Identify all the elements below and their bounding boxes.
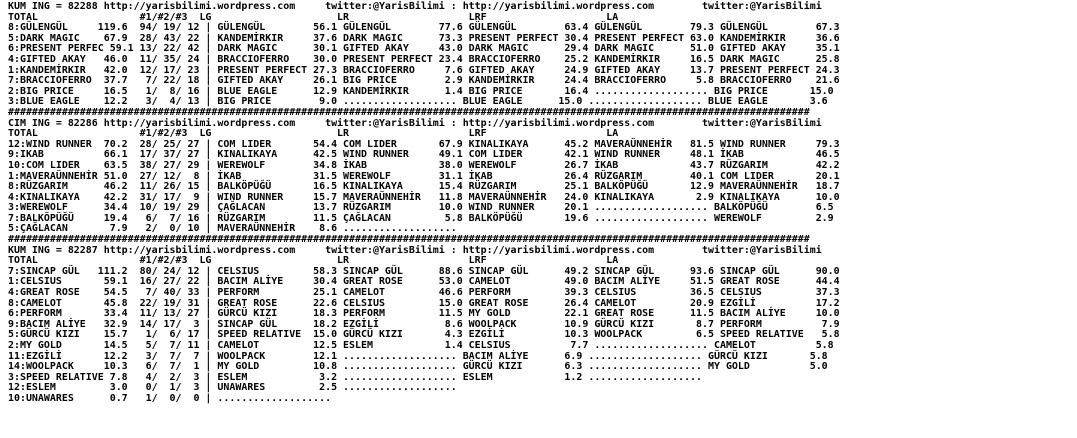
text-line: 8:GÜLENGÜL 119.6 94/ 19/ 12 | GÜLENGÜL 56.1 GÜLENGÜL 77.6 GÜLENGÜL 63.4 GÜLENGÜL 79.3 GÜLENGÜL 67.3: [8, 22, 840, 34]
text-line: 1:CELSIUS 59.1 16/ 27/ 22 | BACIM ALİYE 30.4 GREAT ROSE 53.0 CAMELOT 49.0 BACIM ALİYE 51.5 GREAT ROSE 44.4: [8, 276, 840, 288]
text-line: 4:GREAT ROSE 54.5 7/ 40/ 33 | PERFORM 25.1 CAMELOT 46.6 PERFORM 39.3 CELSIUS 36.5 CELSIUS 37.3: [8, 287, 840, 299]
text-line: 1:MAVERAÜNNEHİR 51.0 27/ 12/ 8 | İKAB 31.5 WEREWOLF 31.1 İKAB 26.4 RÜZGARIM 40.1 COM LIDER 20.1: [8, 170, 840, 182]
text-line: 6:PRESENT PERFEC 59.1 13/ 22/ 42 | DARK MAGIC 30.1 GIFTED AKAY 43.0 DARK MAGIC 29.4 DARK MAGIC 51.0 GIFTED AKAY 35.1: [8, 43, 840, 55]
text-line: 4:KINALIKAYA 42.2 31/ 17/ 9 | WIND RUNNER 15.7 MAVERAÜNNEHİR 11.8 MAVERAÜNNEHİR 24.0 KINALIKAYA 2.9 KINALIKAYA 10.0: [8, 191, 840, 203]
text-line: 9:BACIM ALİYE 32.9 14/ 17/ 3 | SINCAP GÜL 18.2 EZGİLİ 8.6 WOOLPACK 10.9 GÜRCÜ KIZI 8.7 PERFORM 7.9: [8, 318, 840, 330]
text-line: 12:ESLEM 3.0 0/ 1/ 3 | UNAWARES 2.5 ...................: [8, 382, 457, 394]
text-line: 1:KANDEMİRKIR 42.0 12/ 17/ 23 | PRESENT PERFECT 27.3 BRACCIOFERRO 7.6 GIFTED AKAY 24.9 GIFTED AKAY 13.7 PRESENT PERFECT 24.3: [8, 64, 840, 76]
text-line: 5:ÇAĞLACAN 7.9 2/ 0/ 10 | MAVERAÜNNEHİR 8.6 ...................: [8, 223, 457, 235]
text-line: 3:SPEED RELATIVE 7.8 4/ 2/ 3 | ESLEM 3.2 ................... ESLEM 1.2 ...................: [8, 371, 703, 383]
text-line: 14:WOOLPACK 10.3 6/ 7/ 1 | MY GOLD 10.8 ................... GÜRCÜ KIZI 6.3 ................... MY GOLD 5.0: [8, 361, 828, 373]
text-line: 6:PERFORM 33.4 11/ 13/ 27 | GÜRCÜ KIZI 18.3 PERFORM 11.5 MY GOLD 22.1 GREAT ROSE 11.5 BACIM ALİYE 10.0: [8, 308, 840, 320]
text-line: TOTAL #1/#2/#3 LG LR LRF LA: [8, 255, 619, 267]
text-line: ######################################################################################################################################: [8, 106, 810, 118]
text-line: 2:MY GOLD 14.5 5/ 7/ 11 | CAMELOT 12.5 ESLEM 1.4 CELSIUS 7.7 ................... CAMELOT 5.8: [8, 340, 834, 351]
text-line: 3:BLUE EAGLE 12.2 3/ 4/ 13 | BIG PRICE 9.0 ................... BLUE EAGLE 15.0 ................... BLUE EAGLE 3.6: [8, 96, 828, 108]
text-line: KUM ING = 82287 http://yarisbilimi.wordpress.com twitter:@YarisBilimi : http://yarisbilimi.wordpress.com twitter:@YarisBilimi: [8, 244, 822, 256]
text-line: 10:UNAWARES 0.7 1/ 0/ 0 | ...................: [8, 392, 332, 404]
text-line: 7:SINCAP GÜL 111.2 80/ 24/ 12 | CELSIUS 58.3 SINCAP GÜL 88.6 SINCAP GÜL 49.2 SINCAP GÜL 93.6 SINCAP GÜL 90.0: [8, 265, 840, 277]
text-line: 8:RÜZGARIM 46.2 11/ 26/ 15 | BALKÖPÜĞÜ 16.5 KINALIKAYA 15.4 RÜZGARIM 25.1 BALKÖPÜĞÜ 12.9 MAVERAÜNNEHİR 18.7: [8, 181, 840, 193]
text-line: 10:COM LIDER 63.5 38/ 27/ 29 | WEREWOLF 34.8 İKAB 38.0 WEREWOLF 26.7 İKAB 43.7 RÜZGARIM 42.2: [8, 159, 840, 171]
text-line: 2:BIG PRICE 16.5 1/ 8/ 16 | BLUE EAGLE 12.9 KANDEMİRKIR 1.4 BIG PRICE 16.4 ................... BIG PRICE 15.0: [8, 85, 834, 97]
text-line: 9:IKAB 66.1 17/ 37/ 27 | KINALIKAYA 42.5 WIND RUNNER 49.1 COM LIDER 42.1 WIND RUNNER 48.1 İKAB 46.5: [8, 149, 840, 161]
text-line: KUM ING = 82288 http://yarisbilimi.wordpress.com twitter:@YarisBilimi : http://yarisbilimi.wordpress.com twitter:@YarisBilimi: [8, 1, 822, 12]
text-line: 7:BRACCIOFERRO 37.7 7/ 22/ 18 | GIFTED AKAY 26.1 BIG PRICE 2.9 KANDEMİRKIR 24.4 BRACCIOFERRO 5.8 BRACCIOFERRO 21.6: [8, 75, 840, 87]
text-line: 12:WIND RUNNER 70.2 28/ 25/ 27 | COM LIDER 54.4 COM LIDER 67.9 KINALIKAYA 45.2 MAVERAÜNNEHİR 81.5 WIND RUNNER 79.3: [8, 138, 840, 150]
text-line: 11:EZGİLİ 12.2 3/ 7/ 7 | WOOLPACK 12.1 ................... BACIM ALİYE 6.9 ................... GÜRCÜ KIZI 5.8: [8, 350, 828, 362]
text-line: CIM ING = 82286 http://yarisbilimi.wordpress.com twitter:@YarisBilimi : http://yarisbilimi.wordpress.com twitter:@YarisBilimi: [8, 117, 822, 129]
text-line: 8:CAMELOT 45.8 22/ 19/ 31 | GREAT ROSE 22.6 CELSIUS 15.0 GREAT ROSE 26.4 CAMELOT 20.9 EZGİLİ 17.2: [8, 297, 840, 309]
text-line: 3:WEREWOLF 34.4 10/ 19/ 29 | ÇAĞLACAN 13.7 RÜZGARIM 10.0 WIND RUNNER 20.1 ................... BALKÖPÜĞÜ 6.5: [8, 202, 834, 214]
text-line: TOTAL #1/#2/#3 LG LR LRF LA: [8, 11, 619, 23]
text-line: TOTAL #1/#2/#3 LG LR LRF LA: [8, 128, 619, 140]
text-line: 5:DARK MAGIC 67.9 28/ 43/ 22 | KANDEMİRKIR 37.6 DARK MAGIC 73.3 PRESENT PERFECT 30.4 PRESENT PERFECT 63.0 KANDEMİRKIR 36.6: [8, 32, 840, 44]
text-line: 7:BALKÖPÜĞÜ 19.4 6/ 7/ 16 | RÜZGARIM 11.5 ÇAĞLACAN 5.8 BALKÖPÜĞÜ 19.6 ................... WEREWOLF 2.9: [8, 212, 834, 224]
text-line: 5:GÜRCÜ KIZI 15.7 1/ 6/ 17 | SPEED RELATIVE 15.0 GÜRCÜ KIZI 4.3 EZGİLİ 10.3 WOOLPACK 6.5 SPEED RELATIVE 5.8: [8, 329, 840, 341]
text-line: 4:GIFTED AKAY 46.0 11/ 35/ 24 | BRACCIOFERRO 30.0 PRESENT PERFECT 23.4 BRACCIOFERRO 25.2 KANDEMİRKIR 16.5 DARK MAGIC 25.8: [8, 53, 840, 65]
text-line: ######################################################################################################################################: [8, 234, 810, 246]
